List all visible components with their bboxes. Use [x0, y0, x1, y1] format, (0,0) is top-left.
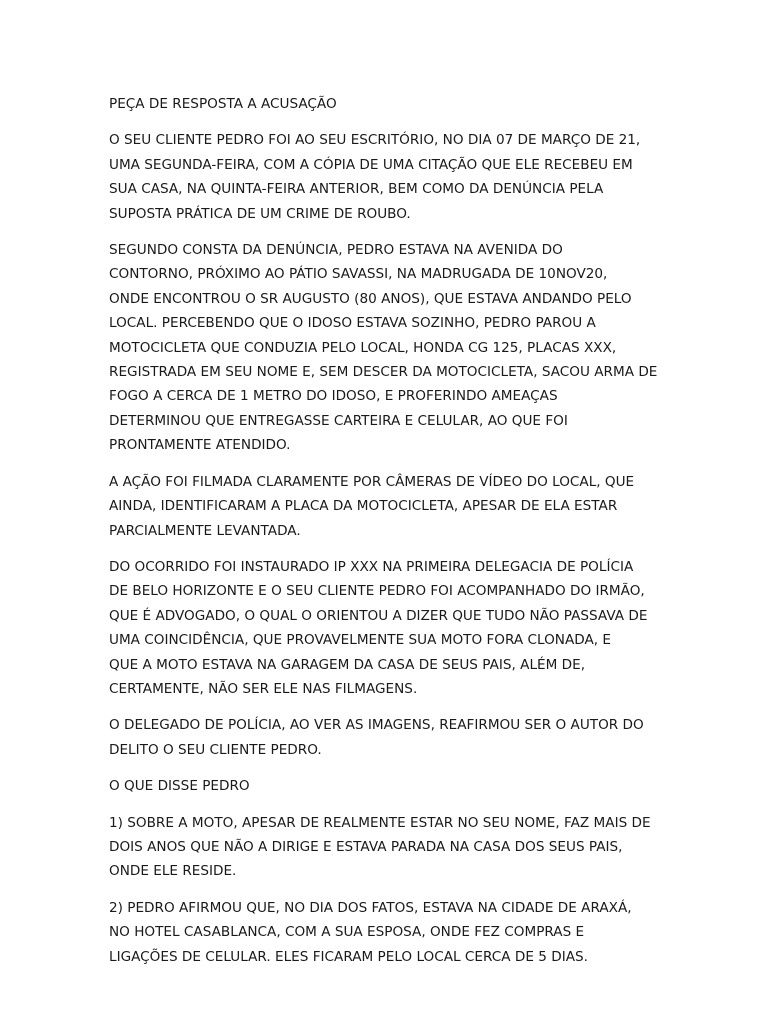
paragraph-line: 1) SOBRE A MOTO, APESAR DE REALMENTE ESTAR NO SEU NOME, FAZ MAIS DE	[109, 814, 651, 831]
paragraph-line: 2) PEDRO AFIRMOU QUE, NO DIA DOS FATOS, ESTAVA NA CIDADE DE ARAXÁ,	[109, 899, 632, 916]
paragraph-line: NO HOTEL CASABLANCA, COM A SUA ESPOSA, ONDE FEZ COMPRAS E	[109, 924, 585, 941]
paragraph-line: O DELEGADO DE POLÍCIA, AO VER AS IMAGENS, REAFIRMOU SER O AUTOR DO	[109, 717, 644, 734]
paragraph-line: FOGO A CERCA DE 1 METRO DO IDOSO, E PROFERINDO AMEAÇAS	[109, 388, 558, 405]
paragraph-line: UMA COINCIDÊNCIA, QUE PROVAVELMENTE SUA MOTO FORA CLONADA, E	[109, 632, 612, 649]
paragraph-4	[109, 555, 669, 701]
paragraph-item-2	[109, 896, 669, 969]
paragraph-line: CERTAMENTE, NÃO SER ELE NAS FILMAGENS.	[109, 680, 418, 697]
paragraph-line: QUE É ADVOGADO, O QUAL O ORIENTOU A DIZER QUE TUDO NÃO PASSAVA DE	[109, 607, 648, 624]
paragraph-5	[109, 713, 669, 762]
paragraph-line: SUPOSTA PRÁTICA DE UM CRIME DE ROUBO.	[109, 205, 411, 222]
paragraph-line: UMA SEGUNDA-FEIRA, COM A CÓPIA DE UMA CITAÇÃO QUE ELE RECEBEU EM	[109, 156, 633, 173]
paragraph-line: QUE A MOTO ESTAVA NA GARAGEM DA CASA DE SEUS PAIS, ALÉM DE,	[109, 656, 586, 673]
paragraph-line: LOCAL. PERCEBENDO QUE O IDOSO ESTAVA SOZINHO, PEDRO PAROU A	[109, 315, 596, 332]
paragraph-line: DELITO O SEU CLIENTE PEDRO.	[109, 741, 322, 758]
paragraph-line: O SEU CLIENTE PEDRO FOI AO SEU ESCRITÓRIO, NO DIA 07 DE MARÇO DE 21,	[109, 132, 641, 149]
paragraph-line: REGISTRADA EM SEU NOME E, SEM DESCER DA MOTOCICLETA, SACOU ARMA DE	[109, 364, 658, 381]
document-page	[109, 92, 669, 981]
paragraph-line: PRONTAMENTE ATENDIDO.	[109, 437, 291, 454]
paragraph-line: SUA CASA, NA QUINTA-FEIRA ANTERIOR, BEM COMO DA DENÚNCIA PELA	[109, 181, 604, 198]
paragraph-line: DOIS ANOS QUE NÃO A DIRIGE E ESTAVA PARADA NA CASA DOS SEUS PAIS,	[109, 838, 623, 855]
paragraph-line: DE BELO HORIZONTE E O SEU CLIENTE PEDRO FOI ACOMPANHADO DO IRMÃO,	[109, 583, 645, 600]
paragraph-line: MOTOCICLETA QUE CONDUZIA PELO LOCAL, HONDA CG 125, PLACAS XXX,	[109, 339, 617, 356]
paragraph-1	[109, 128, 669, 226]
paragraph-line: CONTORNO, PRÓXIMO AO PÁTIO SAVASSI, NA MADRUGADA DE 10NOV20,	[109, 266, 608, 283]
document-title	[109, 92, 669, 116]
paragraph-item-1	[109, 811, 669, 884]
paragraph-line: SEGUNDO CONSTA DA DENÚNCIA, PEDRO ESTAVA NA AVENIDA DO	[109, 242, 563, 259]
paragraph-line: ONDE ELE RESIDE.	[109, 863, 237, 880]
paragraph-line: DO OCORRIDO FOI INSTAURADO IP XXX NA PRIMEIRA DELEGACIA DE POLÍCIA	[109, 558, 634, 575]
title-line: PEÇA DE RESPOSTA A ACUSAÇÃO	[109, 96, 337, 112]
heading-line: O QUE DISSE PEDRO	[109, 778, 250, 795]
paragraph-line: A AÇÃO FOI FILMADA CLARAMENTE POR CÂMERAS DE VÍDEO DO LOCAL, QUE	[109, 473, 635, 490]
paragraph-line: DETERMINOU QUE ENTREGASSE CARTEIRA E CELULAR, AO QUE FOI	[109, 412, 568, 429]
section-heading	[109, 774, 669, 798]
paragraph-line: ONDE ENCONTROU O SR AUGUSTO (80 ANOS), QUE ESTAVA ANDANDO PELO	[109, 290, 632, 307]
paragraph-2	[109, 238, 669, 458]
paragraph-line: PARCIALMENTE LEVANTADA.	[109, 522, 301, 539]
paragraph-line: LIGAÇÕES DE CELULAR. ELES FICARAM PELO LOCAL CERCA DE 5 DIAS.	[109, 948, 588, 965]
paragraph-line: AINDA, IDENTIFICARAM A PLACA DA MOTOCICLETA, APESAR DE ELA ESTAR	[109, 498, 618, 515]
paragraph-3	[109, 470, 669, 543]
